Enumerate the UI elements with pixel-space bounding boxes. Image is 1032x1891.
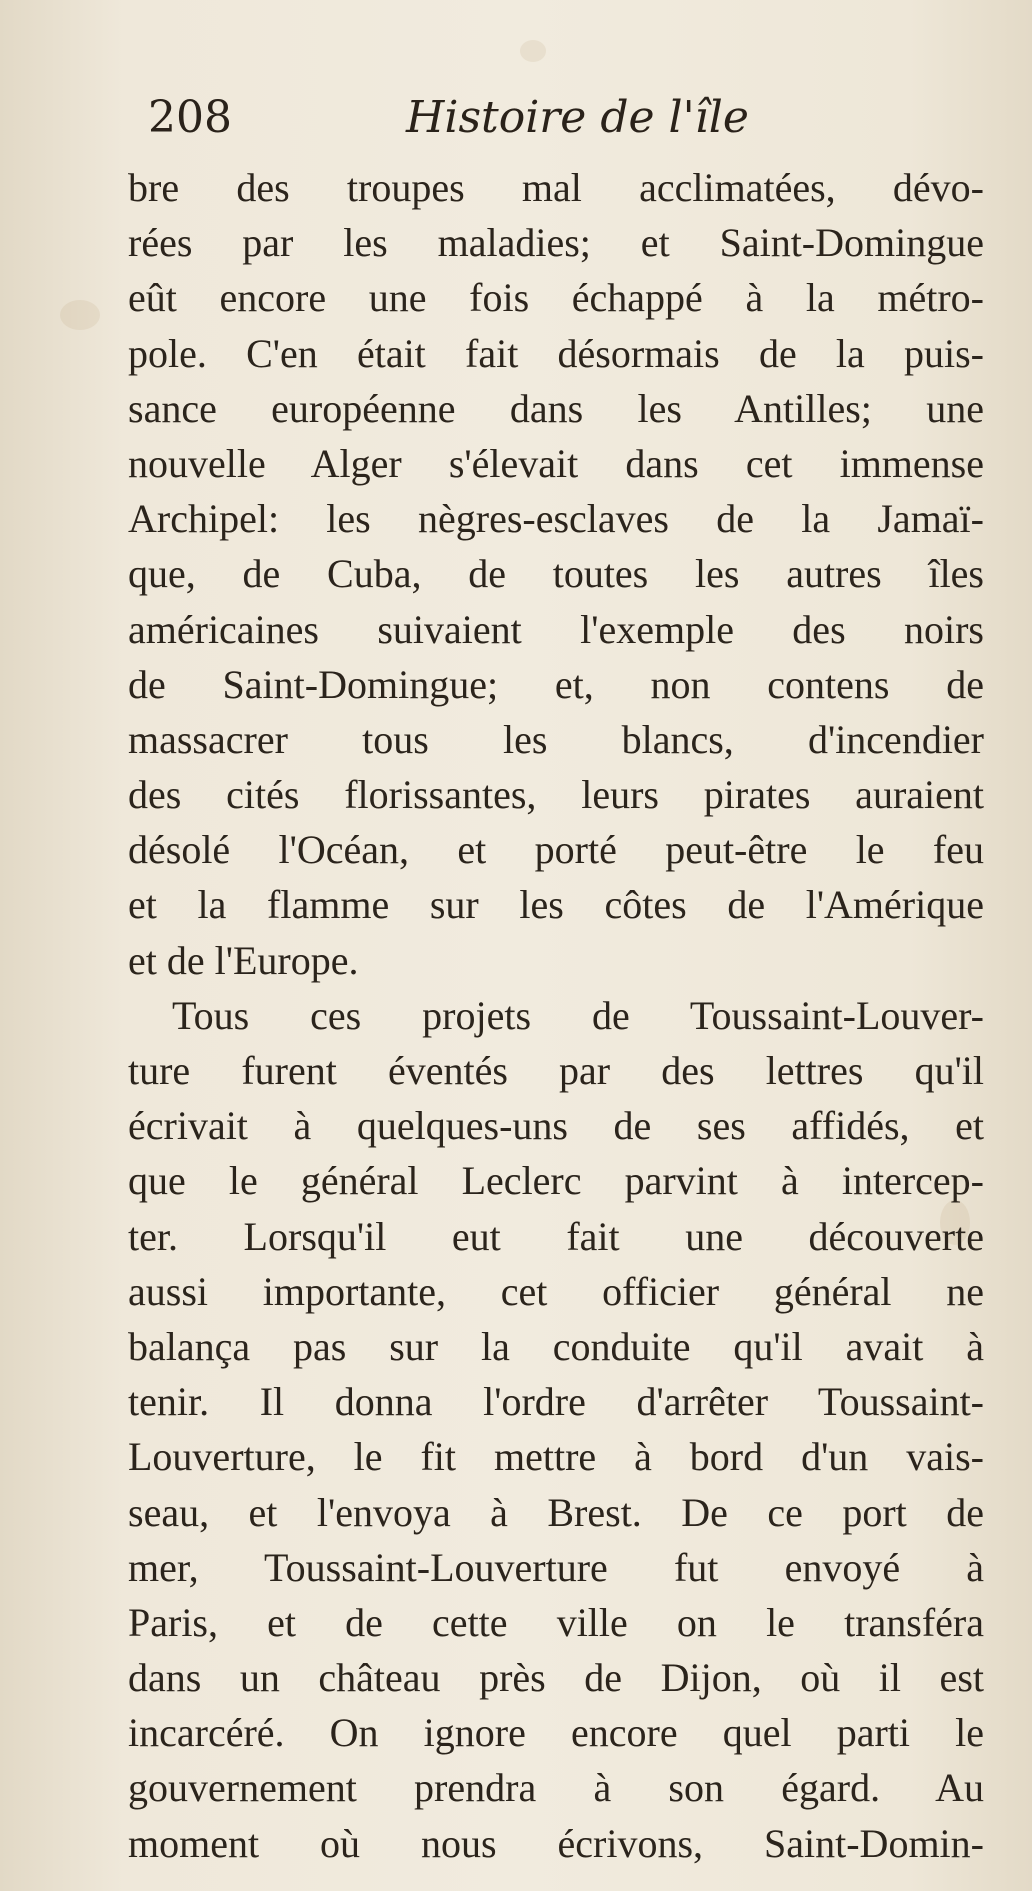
text-line: gouvernement prendra à son égard. Au xyxy=(128,1765,984,1811)
text-line: que le général Leclerc parvint à intercep- xyxy=(128,1158,984,1204)
text-line: Archipel: les nègres-esclaves de la Jamaï- xyxy=(128,496,984,542)
text-line: Tous ces projets de Toussaint-Louver- xyxy=(172,992,984,1038)
page-header xyxy=(148,92,868,156)
text-line: et de l'Europe. xyxy=(128,937,359,983)
paper-stain xyxy=(60,300,100,330)
text-line: sance européenne dans les Antilles; une xyxy=(128,385,984,431)
text-line: balança pas sur la conduite qu'il avait à xyxy=(128,1323,984,1369)
text-line: eût encore une fois échappé à la métro- xyxy=(128,275,984,321)
text-line: tenir. Il donna l'ordre d'arrêter Toussaint- xyxy=(128,1379,984,1425)
text-line: moment où nous écrivons, Saint-Domin- xyxy=(128,1820,984,1866)
text-line: seau, et l'envoya à Brest. De ce port de xyxy=(128,1489,984,1535)
paragraph-2 xyxy=(128,988,984,1871)
text-line: américaines suivaient l'exemple des noirs xyxy=(128,606,984,652)
running-title: Histoire de l'île xyxy=(406,92,749,143)
paper-stain xyxy=(520,40,546,62)
paragraph-1 xyxy=(128,160,984,988)
text-line: des cités florissantes, leurs pirates auraient xyxy=(128,772,984,818)
text-line: mer, Toussaint-Louverture fut envoyé à xyxy=(128,1544,984,1590)
text-line: écrivait à quelques-uns de ses affidés, et xyxy=(128,1103,984,1149)
text-line: bre des troupes mal acclimatées, dévo- xyxy=(128,165,984,210)
text-line: désolé l'Océan, et porté peut-être le feu xyxy=(128,827,984,873)
text-line: nouvelle Alger s'élevait dans cet immense xyxy=(128,440,984,486)
page-number: 208 xyxy=(148,92,232,143)
text-line: massacrer tous les blancs, d'incendier xyxy=(128,716,984,762)
text-line: que, de Cuba, de toutes les autres îles xyxy=(128,551,984,597)
text-line: et la flamme sur les côtes de l'Amérique xyxy=(128,882,984,928)
body-text xyxy=(128,160,984,1871)
text-line: Louverture, le fit mettre à bord d'un vais- xyxy=(128,1434,984,1480)
text-line: pole. C'en était fait désormais de la puis- xyxy=(128,330,984,376)
text-line: de Saint-Domingue; et, non contens de xyxy=(128,661,984,707)
text-line: incarcéré. On ignore encore quel parti le xyxy=(128,1710,984,1756)
text-line: dans un château près de Dijon, où il est xyxy=(128,1655,984,1701)
text-line: Paris, et de cette ville on le transféra xyxy=(128,1599,984,1645)
text-line: aussi importante, cet officier général ne xyxy=(128,1268,984,1314)
text-line: ture furent éventés par des lettres qu'il xyxy=(128,1048,984,1093)
text-line: rées par les maladies; et Saint-Domingue xyxy=(128,220,984,266)
text-line: ter. Lorsqu'il eut fait une découverte xyxy=(128,1213,984,1259)
